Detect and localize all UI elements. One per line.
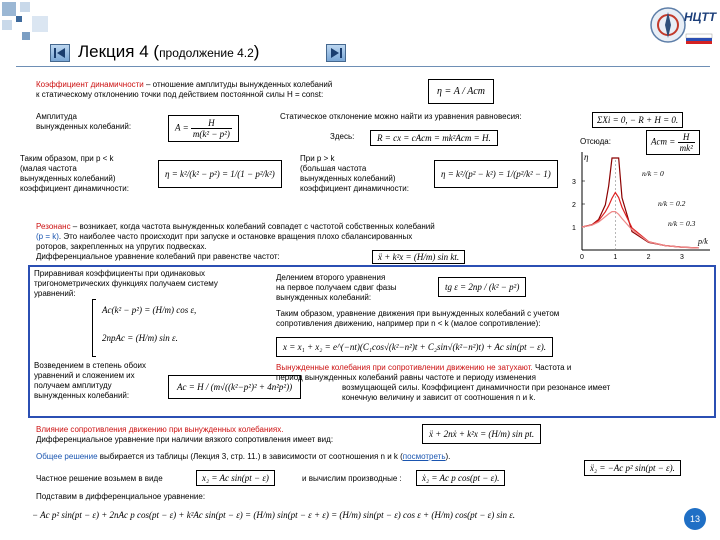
y-tick-label: 2 [572,202,576,209]
phase-shift-formula: tg ε = 2np / (k² − p²) [438,277,526,297]
intro-definition: Коэффициент динамичности – отношение амплитуды вынужденных колебаний к статическому отклонению точки под действием постоянной силы H = const: [36,80,333,99]
x-axis-label: p/k [698,237,708,246]
squaring-text: Возведением в степень обоих уравнений и сложением их получаем амплитуду вынужденных колебаний: [34,361,147,400]
damped-differential-equation: ẍ + 2nẋ + k²x = (H/m) sin pt. [422,424,541,444]
system-equation-2: 2npAc = (H/m) sin ε. [102,333,178,343]
header-decoration [2,2,62,42]
curve-annotation: n/k = 0.3 [668,219,696,228]
y-axis-label: η [584,152,589,162]
curve-annotation: n/k = 0.2 [658,199,686,208]
motion-summary-text: Таким образом, уравнение движения при вынужденных колебаний с учетом сопротивления движению, например при n < k (малое сопротивление): [276,309,560,328]
next-slide-button[interactable] [326,44,346,62]
static-amplitude-formula: Aст = $\frac{H}{\text{mk²}}$ [646,130,700,155]
logo-text: НЦТТ [684,10,717,24]
restoring-force-equation: R = cx = cAст = mk²Aст = H. [370,130,498,146]
back-icon [53,47,67,59]
page-title: Лекция 4 (продолжение 4.2) [78,42,260,61]
final-equation: − Ac p² sin(pt − ε) + 2nAc p cos(pt − ε) + k²Ac sin(pt − ε) = (H/m) sin(pt − ε + ε) = (H/m) sin(pt − ε) cos ε + (H/m) cos(pt − ε) sin ε. [32,510,516,520]
whence-label: Отсюда: [580,137,611,146]
x-tick-label: 1 [613,254,618,261]
derivatives-label: и вычислим производные : [302,474,402,483]
high-frequency-formula: η = k²/(p² − k²) = 1/(p²/k² − 1) [434,160,558,188]
second-derivative: ẍ₂ = −Ac p² sin(pt − ε). [584,460,681,476]
x-tick-label: 2 [646,254,651,261]
system-bracket [92,299,96,357]
here-label: Здесь: [330,132,355,141]
intro-term: Коэффициент динамичности [36,80,144,89]
y-tick-label: 3 [572,179,576,186]
division-text: Делением второго уравнения на первое получаем сдвиг фазы вынужденных колебаний: [276,273,397,302]
undamped-note: Вынужденные колебания при сопротивлении движению не затухают. Частота и период вынужденных колебаний равны частоте и периоду изменения возмущающей силы. Коэффициент динамичности при резонансе имеет конечную величину и зависит от соотношения n и k. [276,363,611,402]
page-number: 13 [684,508,706,530]
forward-icon [329,47,343,59]
amplitude-formula: A = $\frac{H}{\text{m(k² − p²)}}$ [168,115,239,142]
low-frequency-text: Таким образом, при p < k (малая частота вынужденных колебаний) коэффициент динамичности: [20,154,129,193]
coefficient-panel [28,265,716,418]
substitute-label: Подставим в дифференциальное уравнение: [36,492,206,501]
prev-slide-button[interactable] [50,44,70,62]
resonance-text: Резонанс – возникает, когда частота вынужденных колебаний совпадет с частотой собственных колебаний (p = k). Это наиболее часто происходит при запуске и остановке вращения плохо сбалансированных роторов, закрепленных на упругих подвесках. Дифференциальное уравнение колебаний при равенстве частот: [36,222,435,261]
general-solution-text: Общее решение выбирается из таблицы (Лекция 3, стр. 11.) в зависимости от соотношения n и k (посмотреть). [36,452,451,461]
title-underline [16,66,710,67]
particular-solution-label: Частное решение возьмем в виде [36,474,163,483]
influence-text: Влияние сопротивления движению при вынужденных колебаниях. Дифференциальное уравнение при наличии вязкого сопротивления имеет вид: [36,425,334,444]
resonance-term: Резонанс [36,222,71,231]
x-tick-label: 0 [580,254,584,261]
amplitude-damped-formula: Ac = H / (m√((k²−p²)² + 4n²p²)) [168,375,301,399]
view-link[interactable]: посмотреть [402,452,446,461]
system-equation-1: Ac(k² − p²) = (H/m) cos ε, [102,305,197,315]
resonance-chart [560,150,720,265]
amplitude-label: Амплитуда вынужденных колебаний: [36,112,132,131]
influence-title: Влияние сопротивления движению при вынужденных колебаниях. [36,425,284,434]
low-frequency-formula: η = k²/(k² − p²) = 1/(1 − p²/k²) [158,160,282,188]
logo [650,4,717,46]
static-text: Статическое отклонение можно найти из уравнения равновесия: [280,112,522,121]
eta-formula: η = A / Aст [428,79,494,104]
resonance-equation: ẍ + k²x = (H/m) sin kt. [372,250,465,264]
y-tick-label: 1 [572,225,576,232]
equilibrium-equation: ΣXi = 0, − R + H = 0. [592,112,683,128]
first-derivative: ẋ₂ = Ac p cos(pt − ε). [416,470,505,486]
coefficient-intro: Приравнивая коэффициенты при одинаковых тригонометрических функциях получаем систему уравнений: [34,269,218,298]
page-subtitle: продолжение 4.2 [159,46,254,60]
high-frequency-text: При p > k (большая частота вынужденных колебаний) коэффициент динамичности: [300,154,409,193]
curve-annotation: n/k = 0 [642,169,664,178]
x-tick-label: 3 [680,254,684,261]
particular-solution-equation: x₂ = Ac sin(pt − ε) [196,470,275,486]
motion-equation: x = x₁ + x₂ = e^(−nt)(C₁cos√(k²−n²)t + C₂sin√(k²−n²)t) + Ac sin(pt − ε). [276,337,553,357]
